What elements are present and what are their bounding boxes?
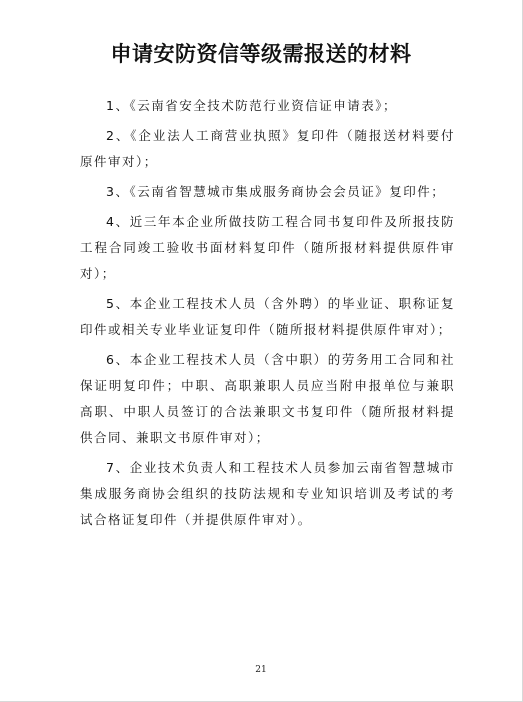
list-item-6: 6、本企业工程技术人员（含中职）的劳务用工合同和社保证明复印件；中职、高职兼职人员应当附申报单位与兼职高职、中职人员签订的合法兼职文书复印件（随所报材料提供合同、兼职文书原件审对）；	[80, 352, 455, 445]
list-item-4: 4、近三年本企业所做技防工程合同书复印件及所报技防工程合同竣工验收书面材料复印件（随所报材料提供原件审对）；	[80, 214, 455, 281]
list-item-3: 3、《云南省智慧城市集成服务商协会会员证》复印件；	[106, 184, 446, 199]
page-number: 21	[255, 665, 267, 675]
material-list	[80, 93, 455, 537]
list-item-5: 5、本企业工程技术人员（含外聘）的毕业证、职称证复印件或相关专业毕业证复印件（随所报材料提供原件审对）；	[80, 296, 455, 337]
page-title: 申请安防资信等级需报送的材料	[110, 42, 412, 66]
list-item-7: 7、企业技术负责人和工程技术人员参加云南省智慧城市集成服务商协会组织的技防法规和专业知识培训及考试的考试合格证复印件（并提供原件审对）。	[80, 460, 455, 527]
list-item-2: 2、《企业法人工商营业执照》复印件（随报送材料要付原件审对）；	[80, 128, 455, 169]
list-item-1: 1、《云南省安全技术防范行业资信证申请表》；	[106, 98, 397, 113]
